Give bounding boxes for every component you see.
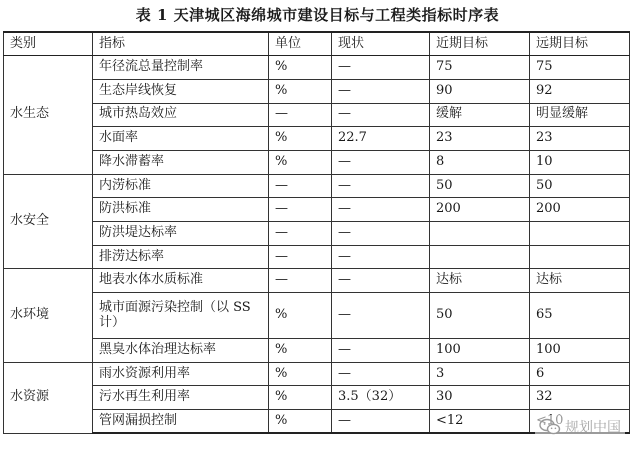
table-row (4, 245, 630, 269)
near-term-cell: <12 (430, 410, 530, 434)
current-cell: — (332, 150, 430, 174)
table-row (4, 150, 630, 174)
long-term-cell: 达标 (530, 269, 630, 293)
unit-cell: % (269, 339, 332, 363)
current-cell: 3.5（32） (332, 386, 430, 410)
indicator-cell: 污水再生利用率 (93, 386, 269, 410)
table-row (4, 386, 630, 410)
table-row (4, 293, 630, 339)
category-cell: 水环境 (4, 269, 93, 362)
unit-cell: — (269, 198, 332, 222)
long-term-cell: 65 (530, 293, 630, 339)
near-term-cell: 缓解 (430, 103, 530, 127)
unit-cell: % (269, 79, 332, 103)
header-indicator: 指标 (93, 32, 269, 56)
long-term-cell: 92 (530, 79, 630, 103)
category-cell: 水安全 (4, 174, 93, 269)
table-row (4, 127, 630, 151)
unit-cell: % (269, 150, 332, 174)
indicator-cell: 排涝达标率 (93, 245, 269, 269)
current-cell: — (332, 362, 430, 386)
long-term-cell: 75 (530, 56, 630, 80)
unit-cell: — (269, 269, 332, 293)
long-term-cell: 100 (530, 339, 630, 363)
table-row (4, 198, 630, 222)
current-cell: — (332, 198, 430, 222)
long-term-cell (530, 245, 630, 269)
long-term-cell: 明显缓解 (530, 103, 630, 127)
current-cell: — (332, 293, 430, 339)
table-row (4, 362, 630, 386)
current-cell: 22.7 (332, 127, 430, 151)
table-title: 表 1 天津城区海绵城市建设目标与工程类指标时序表 (135, 6, 500, 24)
near-term-cell: 达标 (430, 269, 530, 293)
header-category: 类别 (4, 32, 93, 56)
table-row (4, 56, 630, 80)
table-row (4, 269, 630, 293)
indicator-cell: 城市热岛效应 (93, 103, 269, 127)
long-term-cell: 200 (530, 198, 630, 222)
indicator-cell: 年径流总量控制率 (93, 56, 269, 80)
long-term-cell: 10 (530, 150, 630, 174)
table-row (4, 174, 630, 198)
current-cell: — (332, 174, 430, 198)
indicator-cell: 防洪堤达标率 (93, 222, 269, 246)
header-long-term: 远期目标 (530, 32, 630, 56)
near-term-cell (430, 222, 530, 246)
table-row (4, 339, 630, 363)
current-cell: — (332, 410, 430, 434)
header-current: 现状 (332, 32, 430, 56)
indicator-cell: 降水滞蓄率 (93, 150, 269, 174)
near-term-cell: 23 (430, 127, 530, 151)
unit-cell: % (269, 56, 332, 80)
watermark (535, 415, 625, 439)
table-row (4, 222, 630, 246)
long-term-cell: 23 (530, 127, 630, 151)
near-term-cell: 100 (430, 339, 530, 363)
near-term-cell: 50 (430, 293, 530, 339)
current-cell: — (332, 56, 430, 80)
indicator-cell: 管网漏损控制 (93, 410, 269, 434)
near-term-cell: 50 (430, 174, 530, 198)
indicator-cell: 生态岸线恢复 (93, 79, 269, 103)
unit-cell: % (269, 293, 332, 339)
long-term-cell: 50 (530, 174, 630, 198)
table-row (4, 79, 630, 103)
long-term-cell: 6 (530, 362, 630, 386)
unit-cell: % (269, 362, 332, 386)
indicator-cell: 地表水体水质标准 (93, 269, 269, 293)
indicator-cell: 内涝标准 (93, 174, 269, 198)
watermark-text: 规划中国 (565, 420, 621, 436)
current-cell: — (332, 222, 430, 246)
unit-cell: — (269, 245, 332, 269)
category-cell: 水资源 (4, 362, 93, 433)
long-term-cell (530, 222, 630, 246)
indicator-cell: 水面率 (93, 127, 269, 151)
current-cell: — (332, 79, 430, 103)
table-row (4, 103, 630, 127)
near-term-cell: 75 (430, 56, 530, 80)
near-term-cell: 90 (430, 79, 530, 103)
indicator-cell: 防洪标准 (93, 198, 269, 222)
header-row (4, 32, 630, 56)
unit-cell: % (269, 127, 332, 151)
unit-cell: — (269, 103, 332, 127)
unit-cell: % (269, 386, 332, 410)
indicator-cell: 雨水资源利用率 (93, 362, 269, 386)
header-near-term: 近期目标 (430, 32, 530, 56)
wechat-icon (539, 418, 561, 436)
near-term-cell (430, 245, 530, 269)
indicator-cell: 城市面源污染控制（以 SS 计） (93, 293, 269, 339)
unit-cell: — (269, 174, 332, 198)
current-cell: — (332, 245, 430, 269)
near-term-cell: 8 (430, 150, 530, 174)
near-term-cell: 30 (430, 386, 530, 410)
category-cell: 水生态 (4, 56, 93, 174)
current-cell: — (332, 103, 430, 127)
header-unit: 单位 (269, 32, 332, 56)
current-cell: — (332, 269, 430, 293)
unit-cell: — (269, 222, 332, 246)
targets-table (3, 31, 630, 434)
current-cell: — (332, 339, 430, 363)
long-term-cell: 32 (530, 386, 630, 410)
indicator-cell: 黑臭水体治理达标率 (93, 339, 269, 363)
near-term-cell: 3 (430, 362, 530, 386)
unit-cell: % (269, 410, 332, 434)
near-term-cell: 200 (430, 198, 530, 222)
